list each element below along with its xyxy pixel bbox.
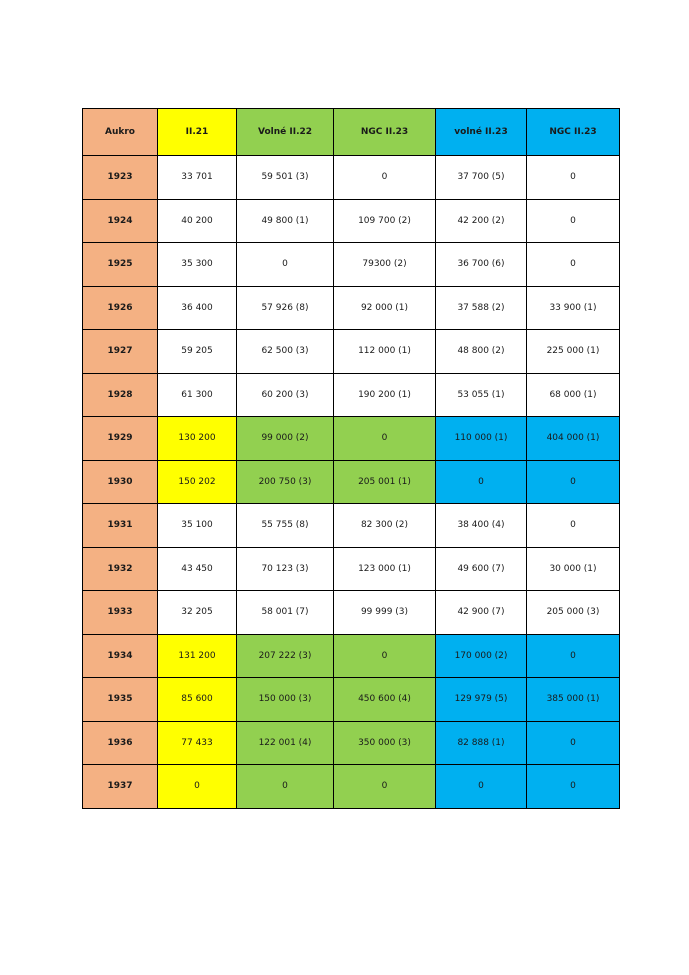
- value-cell: 85 600: [158, 678, 237, 722]
- table-row: [83, 286, 620, 330]
- value-cell: 61 300: [158, 373, 237, 417]
- column-header-ngc-ii23: NGC II.23: [334, 109, 436, 156]
- value-cell: 112 000 (1): [334, 330, 436, 374]
- value-cell: 59 501 (3): [237, 156, 334, 200]
- year-cell: 1923: [83, 156, 158, 200]
- value-cell: 207 222 (3): [237, 634, 334, 678]
- value-cell: 150 202: [158, 460, 237, 504]
- value-cell: 0: [237, 243, 334, 287]
- year-cell: 1927: [83, 330, 158, 374]
- table-row: [83, 156, 620, 200]
- value-cell: 123 000 (1): [334, 547, 436, 591]
- value-cell: 0: [436, 765, 527, 809]
- header-row: [83, 109, 620, 156]
- column-header-volne-ii23: volné II.23: [436, 109, 527, 156]
- table-row: [83, 721, 620, 765]
- table-row: [83, 460, 620, 504]
- value-cell: 49 800 (1): [237, 199, 334, 243]
- value-cell: 79300 (2): [334, 243, 436, 287]
- value-cell: 32 205: [158, 591, 237, 635]
- year-cell: 1929: [83, 417, 158, 461]
- value-cell: 0: [237, 765, 334, 809]
- value-cell: 0: [334, 765, 436, 809]
- value-cell: 53 055 (1): [436, 373, 527, 417]
- column-header-ii21: II.21: [158, 109, 237, 156]
- table-row: [83, 591, 620, 635]
- year-cell: 1935: [83, 678, 158, 722]
- value-cell: 130 200: [158, 417, 237, 461]
- value-cell: 82 300 (2): [334, 504, 436, 548]
- year-cell: 1936: [83, 721, 158, 765]
- value-cell: 385 000 (1): [527, 678, 620, 722]
- year-cell: 1925: [83, 243, 158, 287]
- value-cell: 57 926 (8): [237, 286, 334, 330]
- value-cell: 35 100: [158, 504, 237, 548]
- table-row: [83, 547, 620, 591]
- value-cell: 36 400: [158, 286, 237, 330]
- value-cell: 200 750 (3): [237, 460, 334, 504]
- value-cell: 129 979 (5): [436, 678, 527, 722]
- table-row: [83, 199, 620, 243]
- value-cell: 35 300: [158, 243, 237, 287]
- value-cell: 92 000 (1): [334, 286, 436, 330]
- column-header-ngc-ii23-second: NGC II.23: [527, 109, 620, 156]
- value-cell: 225 000 (1): [527, 330, 620, 374]
- value-cell: 43 450: [158, 547, 237, 591]
- value-cell: 350 000 (3): [334, 721, 436, 765]
- value-cell: 0: [334, 634, 436, 678]
- value-cell: 30 000 (1): [527, 547, 620, 591]
- value-cell: 99 000 (2): [237, 417, 334, 461]
- table-row: [83, 678, 620, 722]
- year-cell: 1924: [83, 199, 158, 243]
- value-cell: 42 900 (7): [436, 591, 527, 635]
- value-cell: 36 700 (6): [436, 243, 527, 287]
- value-cell: 59 205: [158, 330, 237, 374]
- year-cell: 1937: [83, 765, 158, 809]
- value-cell: 0: [527, 243, 620, 287]
- value-cell: 55 755 (8): [237, 504, 334, 548]
- column-header-volne-ii22: Volné II.22: [237, 109, 334, 156]
- value-cell: 33 900 (1): [527, 286, 620, 330]
- year-cell: 1928: [83, 373, 158, 417]
- year-cell: 1933: [83, 591, 158, 635]
- value-cell: 122 001 (4): [237, 721, 334, 765]
- value-cell: 82 888 (1): [436, 721, 527, 765]
- value-cell: 62 500 (3): [237, 330, 334, 374]
- value-cell: 77 433: [158, 721, 237, 765]
- value-cell: 0: [527, 721, 620, 765]
- value-cell: 109 700 (2): [334, 199, 436, 243]
- table-row: [83, 504, 620, 548]
- value-cell: 48 800 (2): [436, 330, 527, 374]
- year-cell: 1926: [83, 286, 158, 330]
- value-cell: 38 400 (4): [436, 504, 527, 548]
- table-body: [83, 156, 620, 809]
- value-cell: 58 001 (7): [237, 591, 334, 635]
- value-cell: 190 200 (1): [334, 373, 436, 417]
- value-cell: 49 600 (7): [436, 547, 527, 591]
- value-cell: 0: [334, 417, 436, 461]
- value-cell: 205 001 (1): [334, 460, 436, 504]
- table-row: [83, 330, 620, 374]
- value-cell: 150 000 (3): [237, 678, 334, 722]
- value-cell: 0: [527, 199, 620, 243]
- value-cell: 404 000 (1): [527, 417, 620, 461]
- value-cell: 42 200 (2): [436, 199, 527, 243]
- table-row: [83, 634, 620, 678]
- year-column-header: Aukro: [83, 109, 158, 156]
- value-cell: 37 700 (5): [436, 156, 527, 200]
- year-cell: 1931: [83, 504, 158, 548]
- value-cell: 0: [527, 504, 620, 548]
- value-cell: 68 000 (1): [527, 373, 620, 417]
- table-row: [83, 243, 620, 287]
- value-cell: 0: [334, 156, 436, 200]
- table-row: [83, 765, 620, 809]
- value-cell: 60 200 (3): [237, 373, 334, 417]
- value-cell: 0: [527, 765, 620, 809]
- value-cell: 170 000 (2): [436, 634, 527, 678]
- value-cell: 0: [527, 634, 620, 678]
- value-cell: 33 701: [158, 156, 237, 200]
- value-cell: 0: [158, 765, 237, 809]
- value-cell: 0: [527, 460, 620, 504]
- value-cell: 40 200: [158, 199, 237, 243]
- value-cell: 205 000 (3): [527, 591, 620, 635]
- table-row: [83, 417, 620, 461]
- year-cell: 1930: [83, 460, 158, 504]
- value-cell: 99 999 (3): [334, 591, 436, 635]
- value-cell: 110 000 (1): [436, 417, 527, 461]
- auction-price-table: [82, 108, 620, 809]
- table-row: [83, 373, 620, 417]
- year-cell: 1932: [83, 547, 158, 591]
- year-cell: 1934: [83, 634, 158, 678]
- value-cell: 70 123 (3): [237, 547, 334, 591]
- value-cell: 131 200: [158, 634, 237, 678]
- value-cell: 450 600 (4): [334, 678, 436, 722]
- value-cell: 0: [436, 460, 527, 504]
- value-cell: 0: [527, 156, 620, 200]
- value-cell: 37 588 (2): [436, 286, 527, 330]
